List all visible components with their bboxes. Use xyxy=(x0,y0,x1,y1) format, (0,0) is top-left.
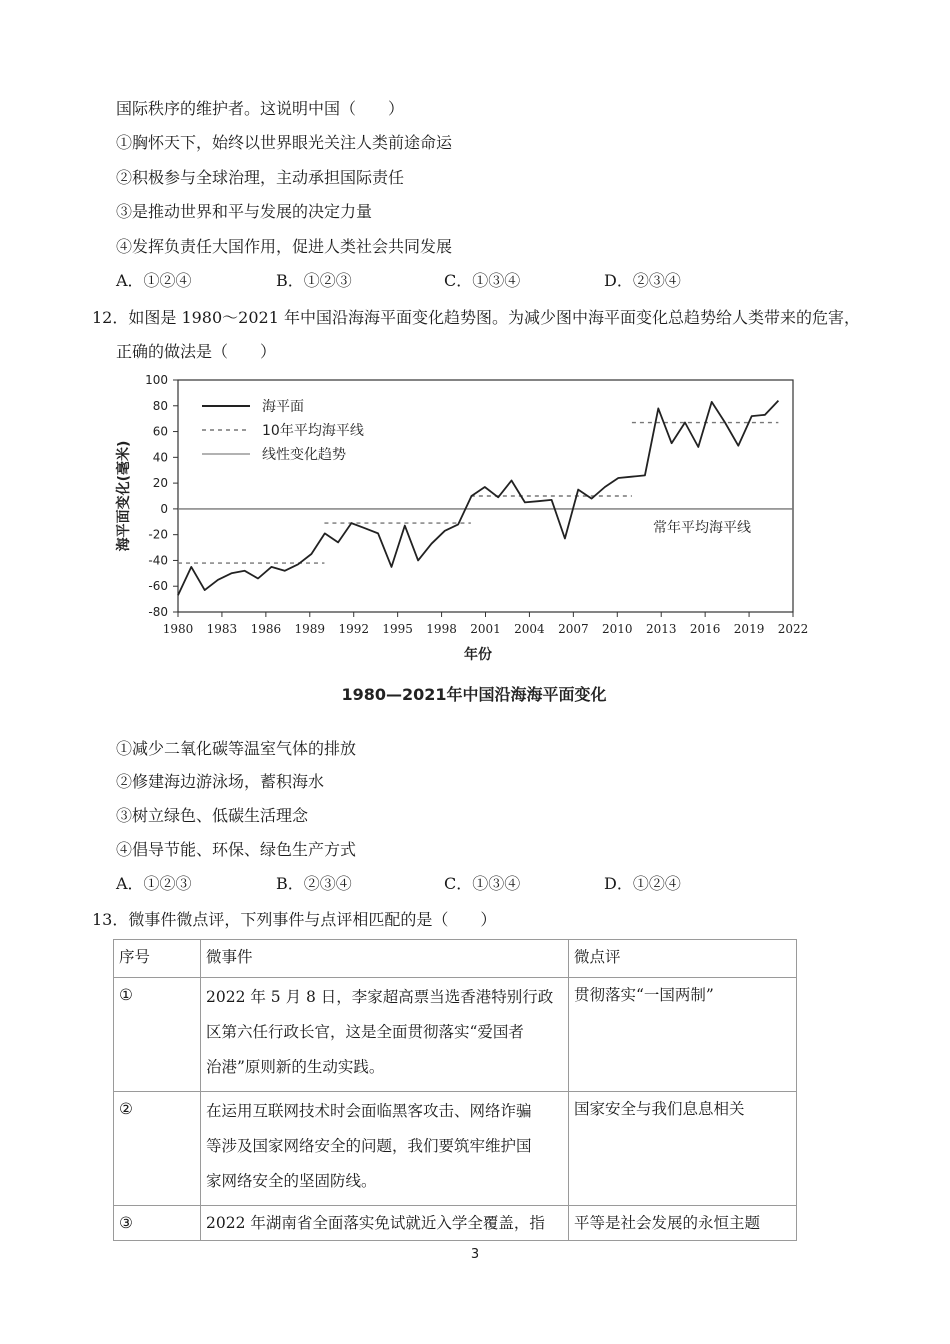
y-tick-label: 80 xyxy=(152,398,168,413)
x-tick-label: 2007 xyxy=(558,622,589,636)
q12-option-a[interactable]: A．①②③ xyxy=(116,874,192,893)
events-table xyxy=(113,939,797,1241)
q11-options xyxy=(116,270,681,292)
row-comment: 国家安全与我们息息相关 xyxy=(569,1092,797,1206)
event-line: 家网络安全的坚固防线。 xyxy=(206,1172,377,1190)
x-tick-label: 2022 xyxy=(777,622,809,636)
q12-options xyxy=(116,873,681,895)
event-line: 区第六任行政长官，这是全面贯彻落实“爱国者 xyxy=(206,1023,524,1041)
chart-annotation: 常年平均海平线 xyxy=(653,519,751,536)
q12-option-d[interactable]: D．①②④ xyxy=(604,874,681,893)
x-tick-label: 2004 xyxy=(514,622,545,636)
table-row xyxy=(114,978,797,1092)
x-tick-label: 2019 xyxy=(733,622,765,636)
q11-statement-1: ①胸怀天下，始终以世界眼光关注人类前途命运 xyxy=(116,133,453,152)
y-tick-label: -80 xyxy=(148,605,168,619)
sea-level-chart-svg xyxy=(112,368,812,713)
row-num: ① xyxy=(114,978,201,1092)
q11-stem-tail: 国际秩序的维护者。这说明中国（ ） xyxy=(116,99,405,118)
row-event xyxy=(201,978,569,1092)
table-row xyxy=(114,1206,797,1241)
x-tick-label: 1983 xyxy=(206,622,238,636)
table-row xyxy=(114,1092,797,1206)
row-comment: 平等是社会发展的永恒主题 xyxy=(569,1206,797,1241)
x-tick-label: 1986 xyxy=(250,622,282,636)
q13-stem: 13．微事件微点评，下列事件与点评相匹配的是（ ） xyxy=(92,910,497,929)
row-comment: 贯彻落实“一国两制” xyxy=(569,978,797,1092)
q11-statement-2: ②积极参与全球治理，主动承担国际责任 xyxy=(116,168,405,187)
x-tick-label: 2001 xyxy=(470,622,501,636)
x-axis-label: 年份 xyxy=(464,647,492,663)
x-tick-label: 1998 xyxy=(426,622,457,636)
q11-statement-4: ④发挥负责任大国作用，促进人类社会共同发展 xyxy=(116,237,453,256)
q11-option-c[interactable]: C．①③④ xyxy=(444,271,521,290)
y-tick-label: 0 xyxy=(160,501,168,516)
header-comment: 微点评 xyxy=(569,940,797,978)
legend-label-series: 海平面 xyxy=(262,399,304,415)
q12-statement-1: ①减少二氧化碳等温室气体的排放 xyxy=(116,739,357,758)
x-tick-label: 1980 xyxy=(162,622,194,636)
sea-level-chart xyxy=(112,368,812,713)
q11-statement-3: ③是推动世界和平与发展的决定力量 xyxy=(116,202,373,221)
row-event xyxy=(201,1092,569,1206)
x-tick-label: 2010 xyxy=(602,622,633,636)
y-tick-label: -40 xyxy=(148,553,168,568)
q11-option-a[interactable]: A．①②④ xyxy=(116,271,192,290)
y-tick-label: 40 xyxy=(152,450,168,465)
q12-stem-line1: 12．如图是 1980～2021 年中国沿海海平面变化趋势图。为减少图中海平面变化总趋势给人类带来的危害， xyxy=(92,308,860,327)
legend-label-decade: 10年平均海平线 xyxy=(262,423,364,439)
q12-stem-line2: 正确的做法是（ ） xyxy=(116,342,277,361)
event-line: 等涉及国家网络安全的问题，我们要筑牢维护国 xyxy=(206,1137,532,1155)
q12-statement-3: ③树立绿色、低碳生活理念 xyxy=(116,806,309,825)
x-tick-label: 2013 xyxy=(645,622,677,636)
chart-title: 1980—2021年中国沿海海平面变化 xyxy=(341,685,607,704)
q12-option-c[interactable]: C．①③④ xyxy=(444,874,521,893)
y-tick-label: -20 xyxy=(148,527,168,542)
q11-option-d[interactable]: D．②③④ xyxy=(604,271,681,290)
table-header-row xyxy=(114,940,797,978)
row-event xyxy=(201,1206,569,1241)
event-line: 治港”原则新的生动实践。 xyxy=(206,1058,385,1076)
y-tick-label: 60 xyxy=(152,424,168,439)
event-line: 在运用互联网技术时会面临黑客攻击、网络诈骗 xyxy=(206,1102,532,1120)
y-tick-label: 100 xyxy=(145,373,168,387)
x-tick-label: 1989 xyxy=(294,622,326,636)
q11-option-b[interactable]: B．①②③ xyxy=(276,271,352,290)
x-tick-label: 1995 xyxy=(382,622,413,636)
event-line: 2022 年 5 月 8 日，李家超高票当选香港特别行政 xyxy=(206,988,554,1006)
q12-statement-4: ④倡导节能、环保、绿色生产方式 xyxy=(116,840,357,859)
header-event: 微事件 xyxy=(201,940,569,978)
y-tick-label: -60 xyxy=(148,579,168,594)
header-num: 序号 xyxy=(114,940,201,978)
x-tick-label: 1992 xyxy=(338,622,369,636)
event-line: 2022 年湖南省全面落实免试就近入学全覆盖，指 xyxy=(206,1214,545,1232)
page-number: 3 xyxy=(470,1247,480,1262)
y-tick-label: 20 xyxy=(152,476,168,491)
q12-option-b[interactable]: B．②③④ xyxy=(276,874,352,893)
legend-label-trend: 线性变化趋势 xyxy=(262,447,346,463)
y-axis-label: 海平面变化(毫米) xyxy=(116,440,132,552)
x-tick-label: 2016 xyxy=(689,622,721,636)
q12-statement-2: ②修建海边游泳场，蓄积海水 xyxy=(116,772,325,791)
row-num: ③ xyxy=(114,1206,201,1241)
row-num: ② xyxy=(114,1092,201,1206)
